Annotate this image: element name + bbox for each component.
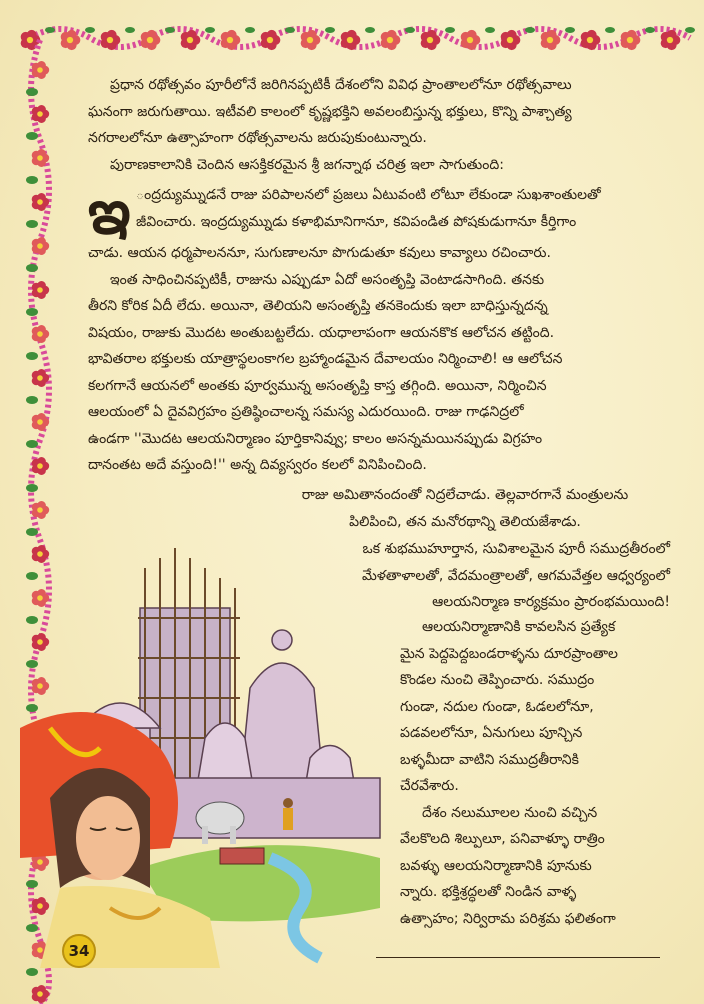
leaf-icon	[205, 27, 215, 33]
col-line: దేశం నలుమూలల నుంచి వచ్చిన	[422, 804, 598, 821]
leaf-icon	[445, 27, 455, 33]
leaf-icon	[165, 27, 175, 33]
intro-line-1: ప్రధాన రథోత్సవం పూరీలోనే జరిగినప్పటికీ దేశంలోని వివిధ ప్రాంతాలలోనూ రథోత్సవాలు	[110, 77, 572, 93]
leaf-icon	[26, 176, 38, 184]
col-line: వేలకొలది శిల్పులూ, పనివాళ్ళూ రాత్రిం	[400, 831, 605, 847]
flower-icon	[32, 105, 49, 123]
worker-figure	[283, 798, 293, 830]
leaf-icon	[605, 27, 615, 33]
leaf-icon	[525, 27, 535, 33]
col-line: న్నారు. భక్తిశ్రద్ధలతో నిండిన వాళ్ళ	[400, 884, 577, 900]
flower-icon	[32, 501, 49, 519]
col-line: ఆలయనిర్మాణానికి కావలసిన ప్రత్యేక	[422, 619, 616, 635]
temple-and-sleeping-king-illustration	[20, 528, 420, 968]
leaf-icon	[26, 352, 38, 360]
flower-icon	[32, 237, 49, 255]
flower-icon	[661, 30, 681, 50]
intro-line-3: నగరాలలోనూ ఉత్సాహంగా రథోత్సవాలను జరుపుకుంటున్నారు.	[88, 130, 427, 146]
right-line: ఒక శుభముహూర్తాన, సువిశాలమైన పూరీ సముద్రతీరంలో	[362, 541, 670, 557]
right-column-text	[400, 614, 680, 932]
flower-icon	[541, 30, 561, 50]
story-line: ఉండగా ''మొదట ఆలయనిర్మాణం పూర్తికానివ్వు; కాలం అసన్నమయినప్పుడు విగ్రహం	[88, 430, 543, 447]
col-line: కొండల నుంచి తెప్పించారు. సముద్రం	[400, 672, 595, 688]
story-line: భావితరాల భక్తులకు యాత్రాస్థలంకాగల బ్రహ్మాండమైన దేవాలయం నిర్మించాలి! ఆ ఆలోచన	[88, 351, 563, 367]
flower-icon	[461, 30, 481, 50]
flower-icon	[501, 30, 521, 50]
leaf-icon	[645, 27, 655, 33]
col-line: గుండా, నదుల గుండా, ఓడలలోనూ,	[400, 698, 594, 715]
flower-icon	[32, 413, 49, 431]
flower-icon	[32, 281, 49, 299]
drop-cap: ఇ	[88, 175, 131, 248]
flower-icon	[581, 30, 601, 50]
story-paragraph	[88, 175, 682, 479]
story-line: చాడు. ఆయన ధర్మపాలననూ, సుగుణాలనూ పొగుడుతూ కవులు కావ్యాలు రచించారు.	[88, 245, 551, 261]
story-opening	[88, 175, 682, 248]
leaf-icon	[85, 27, 95, 33]
leaf-icon	[285, 27, 295, 33]
story-line: దానంతట అదే వస్తుంది!'' అన్న దివ్యస్వరం కలలో వినిపించింది.	[88, 457, 427, 473]
leaf-icon	[26, 440, 38, 448]
col-line: చేరవేశారు.	[400, 778, 459, 794]
flower-icon	[32, 325, 49, 343]
intro-line-2: ఘనంగా జరుగుతాయి. ఇటీవలి కాలంలో కృష్ణభక్తిని అవలంబిస్తున్న భక్తులు, కొన్ని పాశ్చాత్య	[88, 103, 572, 120]
leaf-icon	[485, 27, 495, 33]
leaf-icon	[26, 968, 38, 976]
leaf-icon	[26, 220, 38, 228]
leaf-icon	[405, 27, 415, 33]
col-line: బళ్ళమీదా వాటిని సముద్రతీరానికి	[400, 751, 579, 768]
flower-icon	[221, 30, 241, 50]
story-first-line: ంద్రద్యుమ్నుడనే రాజు పరిపాలనలో ప్రజలు ఏటువంటి లోటూ లేకుండా సుఖశాంతులతో	[136, 187, 601, 203]
leaf-icon	[26, 308, 38, 316]
right-line: ఆలయనిర్మాణ కార్యక్రమం ప్రారంభమయింది!	[432, 594, 670, 610]
cart	[220, 848, 264, 864]
col-line: మైన పెద్దపెద్దబండరాళ్ళను దూరప్రాంతాల	[400, 645, 618, 662]
bottom-rule	[376, 957, 660, 958]
story-line: విషయం, రాజుకు మొదట అంతుబట్టలేదు. యధాలాపంగా ఆయనకొక ఆలోచన తట్టింది.	[88, 324, 555, 341]
flower-icon	[421, 30, 441, 50]
flower-icon	[141, 30, 161, 50]
top-floral-border	[0, 0, 704, 70]
story-line: కలగగానే ఆయనలో అంతకు పూర్వమున్న అసంతృప్తి కాస్త తగ్గింది. అయినా, నిర్మించిన	[88, 377, 547, 394]
leaf-icon	[26, 484, 38, 492]
flower-icon	[261, 30, 281, 50]
col-line: బవళ్ళు ఆలయనిర్మాణానికి పూనుకు	[400, 857, 592, 874]
story-line: తీరని కోరిక ఏదీ లేదు. అయినా, తెలియని అసంతృప్తి తనకెందుకు ఇలా బాధిస్తున్నదన్న	[88, 298, 548, 314]
leaf-icon	[565, 27, 575, 33]
leaf-icon	[245, 27, 255, 33]
flower-icon	[341, 30, 361, 50]
right-line: మేళతాళాలతో, వేదమంత్రాలతో, ఆగమవేత్తల ఆధ్వర్యంలో	[362, 567, 670, 584]
leaf-icon	[125, 27, 135, 33]
flower-icon	[32, 457, 49, 475]
leaf-icon	[26, 132, 38, 140]
leaf-icon	[325, 27, 335, 33]
flower-icon	[301, 30, 321, 50]
story-line: ఇంత సాధించినప్పటికీ, రాజును ఎప్పుడూ ఏదో అసంతృప్తి వెంటాడసాగింది. తనకు	[110, 271, 545, 288]
leaf-icon	[26, 88, 38, 96]
flower-icon	[32, 61, 49, 79]
center-line: పిలిపించి, తన మనోరథాన్ని తెలియజేశాడు.	[349, 513, 581, 530]
flower-icon	[381, 30, 401, 50]
leaf-icon	[685, 27, 695, 33]
col-line: పడవలలోనూ, ఏనుగులు పూన్చిన	[400, 725, 583, 741]
col-line: ఉత్సాహం; నిర్విరామ పరిశ్రమ ఫలితంగా	[400, 910, 616, 927]
page-number: 34	[62, 934, 96, 968]
story-line: ఆలయంలో ఏ దైవవిగ్రహం ప్రతిష్ఠించాలన్న సమస్య ఎదురయింది. రాజు గాఢనిద్రలో	[88, 404, 524, 420]
leaf-icon	[365, 27, 375, 33]
center-line: రాజు అమితానందంతో నిద్రలేచాడు. తెల్లవారగానే మంత్రులను	[301, 487, 629, 503]
intro-paragraph	[88, 72, 682, 178]
intro-lead: పురాణకాలానికి చెందిన ఆసక్తికరమైన శ్రీ జగన్నాథ చరిత్ర ఇలా సాగుతుంది:	[110, 156, 504, 173]
story-second-line: జీవించారు. ఇంద్రద్యుమ్నుడు కళాభిమానిగానూ, కవిపండిత పోషకుడుగానూ కీర్తిగాం	[136, 213, 577, 230]
leaf-icon	[26, 264, 38, 272]
leaf-icon	[26, 396, 38, 404]
